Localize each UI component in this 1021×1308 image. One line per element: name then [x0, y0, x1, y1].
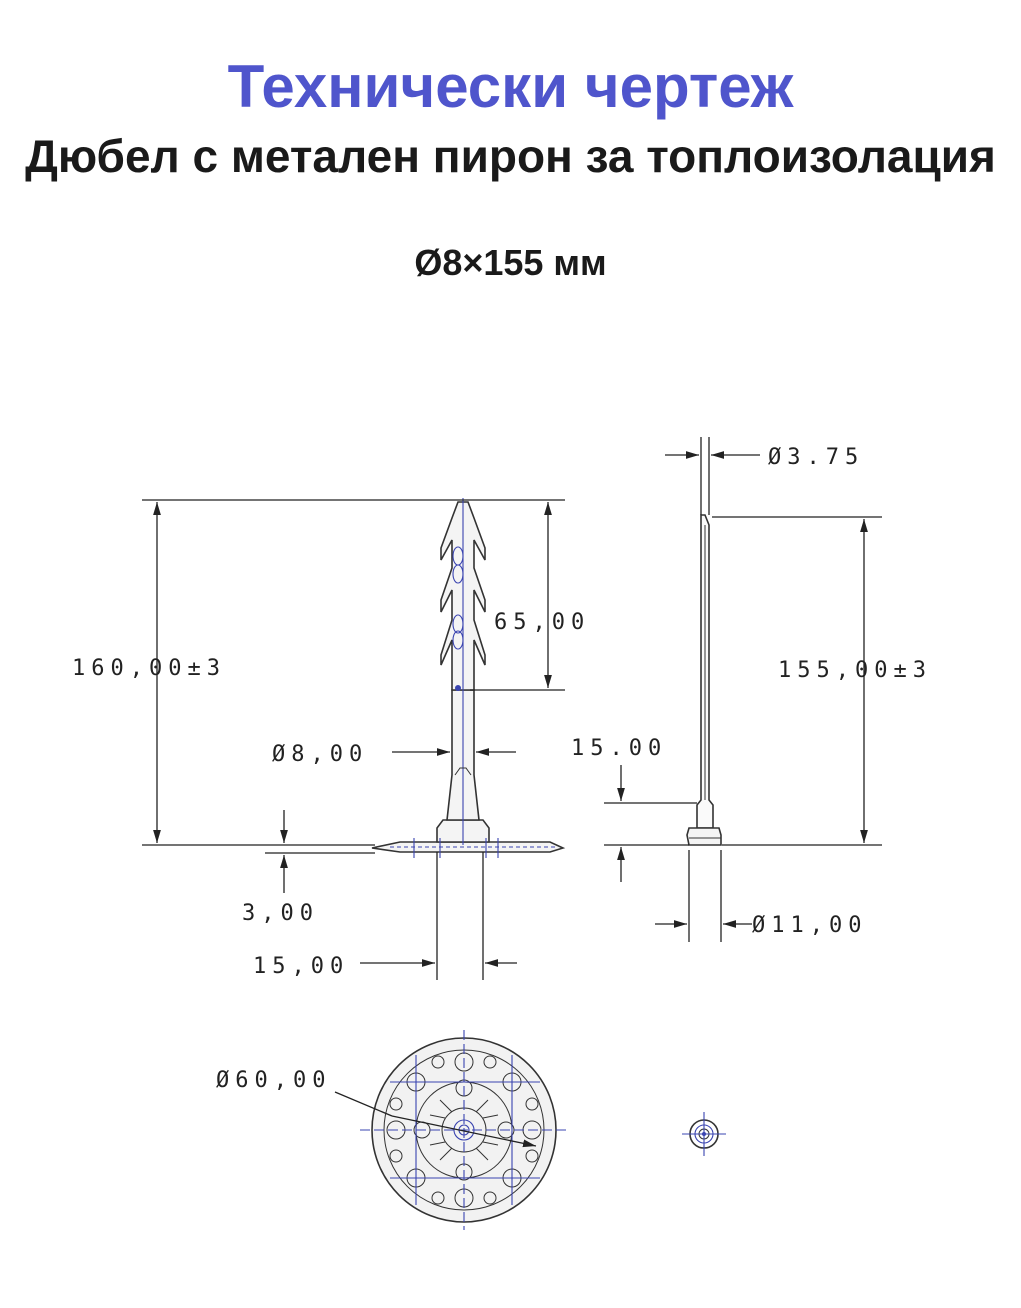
nail-head: [687, 828, 721, 845]
dim-plate-thickness: 3,00: [242, 901, 319, 926]
nail-top-view: [682, 1112, 726, 1156]
product-size: Ø8×155 мм: [414, 242, 607, 283]
product-name: Дюбел с метален пирон за топлоизолация: [25, 130, 996, 182]
dim-nail-head-diameter: Ø11,00: [752, 913, 868, 938]
dowel-dimensions: [72, 500, 590, 980]
dim-nail-diameter: Ø3.75: [768, 445, 865, 470]
dim-plate-diameter: Ø60,00: [216, 1068, 332, 1093]
plate-top-view: [360, 1030, 568, 1230]
dim-dowel-diameter: Ø8,00: [272, 742, 369, 767]
nail-dimensions: [571, 437, 932, 942]
page-title: Технически чертеж: [227, 53, 794, 120]
dim-nail-length: 155,00±3: [778, 658, 932, 683]
nail-side-view: [687, 515, 721, 845]
dim-expansion-zone: 65,00: [494, 610, 591, 635]
dowel-side-view: [372, 498, 563, 858]
dim-nail-head-height: 15.00: [571, 736, 668, 761]
dim-dowel-length: 160,00±3: [72, 656, 226, 681]
dim-collar-width: 15,00: [253, 954, 350, 979]
